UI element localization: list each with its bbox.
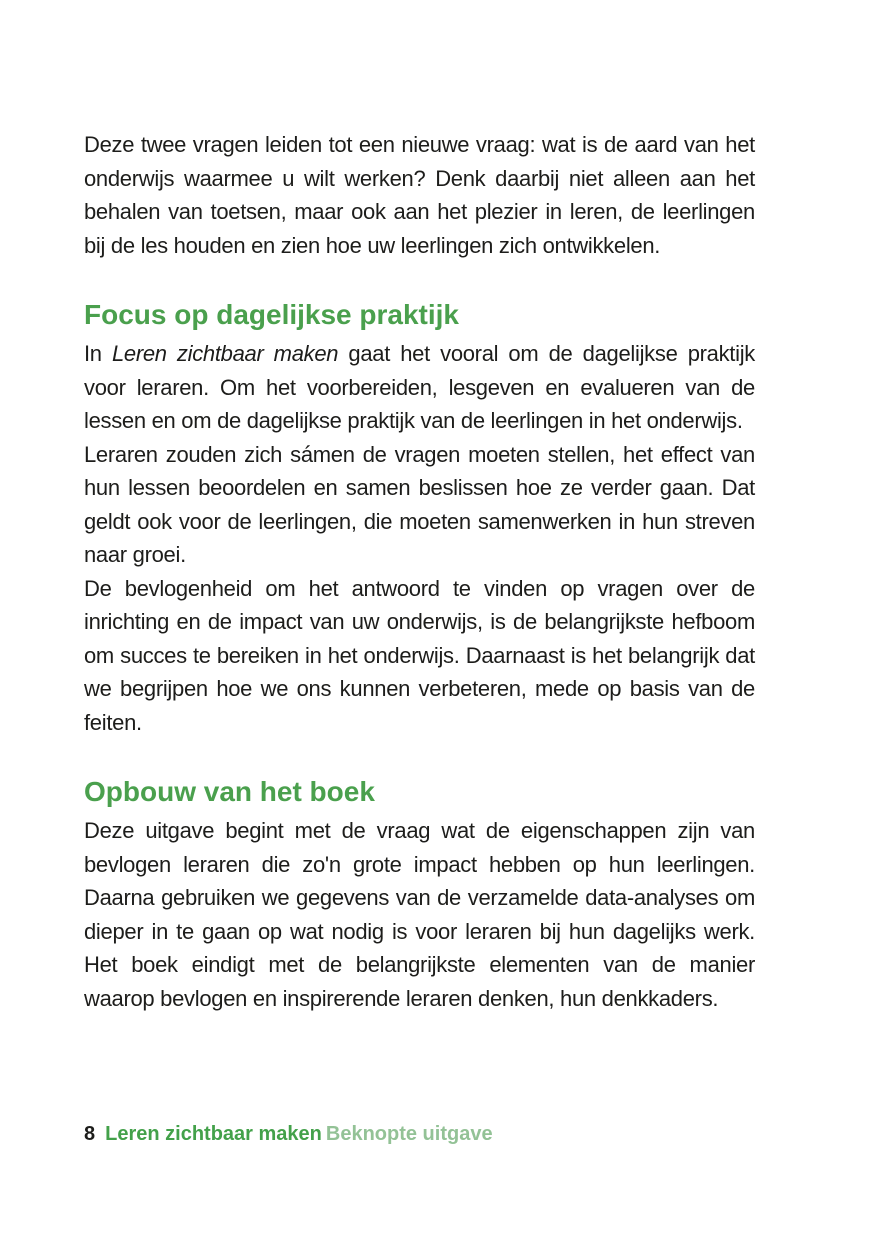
- section-heading: Focus op dagelijkse praktijk: [84, 299, 460, 330]
- body-paragraph: Deze uitgave begint met de vraag wat de eigenschappen zijn van bevlogen leraren die zo'n grote impact hebben op hun leerlingen. Daarna gebruiken we gegevens van de verzamelde data-analyses om dieper in te gaan op wat nodig is voor leraren bij hun dagelijks werk. Het boek eindigt met de belangrijkste elementen van de manier waarop bevlogen en inspirerende leraren denken, hun denkkaders.: [84, 818, 755, 1011]
- section-focus-op-dagelijkse-praktijk: [84, 298, 755, 739]
- body-paragraph: Leraren zouden zich sámen de vragen moeten stellen, het effect van hun lessen beoordelen en samen beslissen hoe ze verder gaan. Dat geldt ook voor de leerlingen, die moeten samenwerken in hun streven naar groei.: [84, 441, 755, 567]
- paragraph-text-rest: gaat het vooral om de dagelijkse praktijk voor leraren. Om het voorbereiden, lesgeven en evalueren van de lessen en om de dagelijkse praktijk van de leerlingen in het onderwijs.: [84, 341, 755, 433]
- section-heading: Opbouw van het boek: [84, 776, 375, 807]
- section-opbouw-van-het-boek: [84, 775, 755, 1015]
- paragraph-text-prefix: In: [84, 341, 112, 366]
- body-paragraph: [84, 337, 755, 438]
- page-footer: [84, 1122, 493, 1146]
- text-column: [84, 128, 755, 1015]
- footer-edition: Beknopte uitgave: [325, 1123, 493, 1145]
- page-number: 8: [84, 1123, 96, 1145]
- footer-book-title: Leren zichtbaar maken: [105, 1123, 322, 1145]
- book-title-italic: Leren zichtbaar maken: [111, 341, 339, 366]
- body-paragraph: De bevlogenheid om het antwoord te vinden op vragen over de inrichting en de impact van uw onderwijs, is de belangrijkste hefboom om succes te bereiken in het onderwijs. Daarnaast is het belangrijk dat we begrijpen hoe we ons kunnen verbeteren, mede op basis van de feiten.: [84, 575, 755, 735]
- intro-paragraph: Deze twee vragen leiden tot een nieuwe vraag: wat is de aard van het onderwijs waarmee u wilt werken? Denk daarbij niet alleen aan het behalen van toetsen, maar ook aan het plezier in leren, de leerlingen bij de les houden en zien hoe uw leerlingen zich ontwikkelen.: [84, 132, 755, 258]
